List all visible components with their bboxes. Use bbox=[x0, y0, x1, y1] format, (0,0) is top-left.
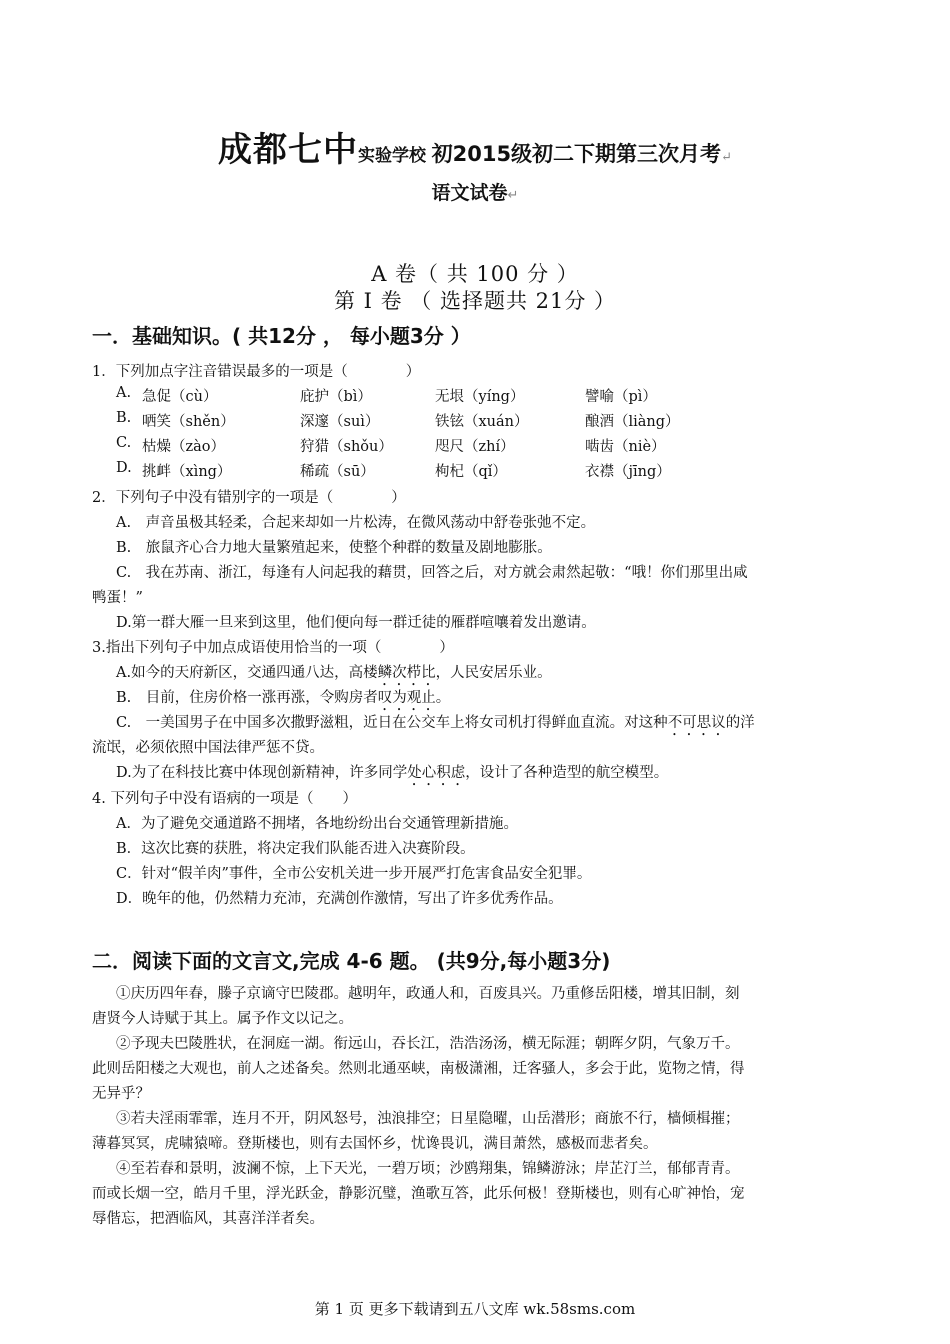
q1-row-label: B. bbox=[116, 410, 132, 426]
passage-para-3: ③若夫淫雨霏霏，连月不开，阴风怒号，浊浪排空；日星隐曜，山岳潜形；商旅不行，樯倾楫摧； bbox=[116, 1111, 740, 1127]
passage-para-4-line: 辱偕忘，把酒临风，其喜洋洋者矣。 bbox=[92, 1211, 324, 1227]
q3-idiom: 叹为观止 bbox=[377, 690, 436, 706]
q1-item: 深邃（suì） bbox=[300, 414, 380, 430]
q1-item: 挑衅（xìng） bbox=[142, 464, 232, 480]
q3-option-c bbox=[116, 711, 755, 739]
q1-item: 急促（cù） bbox=[142, 389, 218, 405]
q2-option-c-cont: 鸭蛋！” bbox=[92, 590, 143, 606]
q3-text: 。 bbox=[435, 690, 451, 706]
passage-para-2-line: 无异乎？ bbox=[92, 1086, 150, 1102]
q1-item: 哂笑（shěn） bbox=[142, 414, 235, 430]
q1-item: 狩猎（shǒu） bbox=[300, 439, 393, 455]
q4-option-b: B．这次比赛的获胜，将决定我们队能否进入决赛阶段。 bbox=[116, 841, 475, 857]
passage-para-2: ②予现夫巴陵胜状，在洞庭一湖。衔远山，吞长江，浩浩汤汤，横无际涯；朝晖夕阴，气象万千。 bbox=[116, 1036, 740, 1052]
q1-item: 譬喻（pì） bbox=[585, 389, 657, 405]
q3-text: A.如今的天府新区，交通四通八达，高楼 bbox=[116, 665, 378, 681]
question-4-stem: 4. 下列句子中没有语病的一项是（ ） bbox=[92, 791, 357, 807]
q1-item: 枯燥（zào） bbox=[142, 439, 226, 455]
q1-item: 无垠（yíng） bbox=[435, 389, 525, 405]
q1-item: 庇护（bì） bbox=[300, 389, 372, 405]
q3-text: B. 目前，住房价格一涨再涨，令购房者 bbox=[116, 690, 378, 706]
q2-option-d: D.第一群大雁一旦来到这里，他们便向每一群迁徒的雁群喧嚷着发出邀请。 bbox=[116, 615, 596, 631]
subject-title bbox=[0, 178, 950, 205]
return-mark-icon: ↵ bbox=[721, 150, 732, 165]
passage-para-1: ①庆历四年春，滕子京谪守巴陵郡。越明年，政通人和，百废具兴。乃重修岳阳楼，增其旧制，刻 bbox=[116, 986, 740, 1002]
passage-para-4: ④至若春和景明，波澜不惊，上下天光，一碧万顷；沙鸥翔集，锦鳞游泳；岸芷汀兰，郁郁青青。 bbox=[116, 1161, 740, 1177]
q4-option-d: D．晚年的他，仍然精力充沛，充满创作激情，写出了许多优秀作品。 bbox=[116, 891, 563, 907]
q1-row-label: D. bbox=[116, 460, 132, 476]
q2-option-b: B. 旅鼠齐心合力地大量繁殖起来，使整个种群的数量及剧地膨胀。 bbox=[116, 540, 552, 556]
section-1-title: 一．基础知识。( 共12分 ， 每小题3分 ） bbox=[92, 324, 471, 348]
subject-name: 语文试卷 bbox=[431, 182, 508, 204]
exam-name: 初2015级初二下期第三次月考 bbox=[431, 142, 722, 166]
q3-text: C. 一美国男子在中国多次撒野滋粗，近日在公交车上将女司机打得鲜血直流。对这种 bbox=[116, 715, 668, 731]
q3-idiom: 处心积虑 bbox=[407, 765, 466, 781]
q2-option-a: A. 声音虽极其轻柔，合起来却如一片松涛，在微风荡动中舒卷张弛不定。 bbox=[116, 515, 596, 531]
q4-option-c: C．针对“假羊肉”事件，全市公安机关进一步开展严打危害食品安全犯罪。 bbox=[116, 866, 592, 882]
passage-para-4-line: 而或长烟一空，皓月千里，浮光跃金，静影沉璧，渔歌互答，此乐何极！登斯楼也，则有心旷神怡，宠 bbox=[92, 1186, 745, 1202]
q3-idiom: 鳞次栉比 bbox=[377, 665, 436, 681]
q1-item: 稀疏（sū） bbox=[300, 464, 375, 480]
question-2-stem: 2．下列句子中没有错别字的一项是（ ） bbox=[92, 490, 406, 506]
q3-option-d bbox=[116, 761, 668, 789]
q1-item: 咫尺（zhí） bbox=[435, 439, 515, 455]
question-3-stem: 3.指出下列句子中加点成语使用恰当的一项（ ） bbox=[92, 640, 454, 656]
passage-para-1-line: 唐贤今人诗赋于其上。属予作文以记之。 bbox=[92, 1011, 353, 1027]
volume-a-title: A 卷（ 共 100 分 ） bbox=[371, 262, 579, 286]
q3-text: ，人民安居乐业。 bbox=[435, 665, 552, 681]
q1-row-label: C. bbox=[116, 435, 132, 451]
school-name: 成都七中 bbox=[218, 130, 359, 170]
q1-row-label: A. bbox=[116, 385, 132, 401]
q3-text: ，设计了各种造型的航空模型。 bbox=[465, 765, 669, 781]
question-1-stem: 1．下列加点字注音错误最多的一项是（ ） bbox=[92, 364, 421, 380]
q3-idiom: 不可思议 bbox=[667, 715, 726, 731]
q3-text: 的洋 bbox=[725, 715, 755, 731]
q3-text: D.为了在科技比赛中体现创新精神，许多同学 bbox=[116, 765, 408, 781]
q1-item: 酿酒（liàng） bbox=[585, 414, 680, 430]
q2-option-c: C. 我在苏南、浙江，每逢有人问起我的藉贯，回答之后，对方就会肃然起敬：“哦！你们那里出咸 bbox=[116, 565, 748, 581]
q3-option-c-cont: 流氓，必须依照中国法律严惩不贷。 bbox=[92, 740, 324, 756]
q3-option-a bbox=[116, 661, 552, 689]
passage-para-2-line: 此则岳阳楼之大观也，前人之述备矣。然则北通巫峡，南极潇湘，迁客骚人，多会于此，览物之情，得 bbox=[92, 1061, 745, 1077]
q1-item: 枸杞（qǐ） bbox=[435, 464, 507, 480]
part-1-title: 第 I 卷 （ 选择题共 21分 ） bbox=[333, 289, 617, 313]
q3-option-b bbox=[116, 686, 450, 714]
return-mark-icon: ↵ bbox=[507, 188, 519, 203]
page-footer: 第 1 页 更多下载请到五八文库 wk.58sms.com bbox=[314, 1300, 636, 1318]
passage-para-3-line: 薄暮冥冥，虎啸猿啼。登斯楼也，则有去国怀乡，忧谗畏讥，满目萧然，感极而悲者矣。 bbox=[92, 1136, 658, 1152]
q4-option-a: A．为了避免交通道路不拥堵，各地纷纷出台交通管理新措施。 bbox=[116, 816, 518, 832]
exam-title bbox=[0, 122, 950, 171]
section-2-title: 二．阅读下面的文言文,完成 4-6 题。 (共9分,每小题3分) bbox=[92, 949, 611, 973]
q1-item: 啮齿（niè） bbox=[585, 439, 666, 455]
q1-item: 衣襟（jīng） bbox=[585, 464, 671, 480]
q1-item: 铁铉（xuán） bbox=[435, 414, 529, 430]
school-suffix: 实验学校 bbox=[358, 146, 427, 166]
